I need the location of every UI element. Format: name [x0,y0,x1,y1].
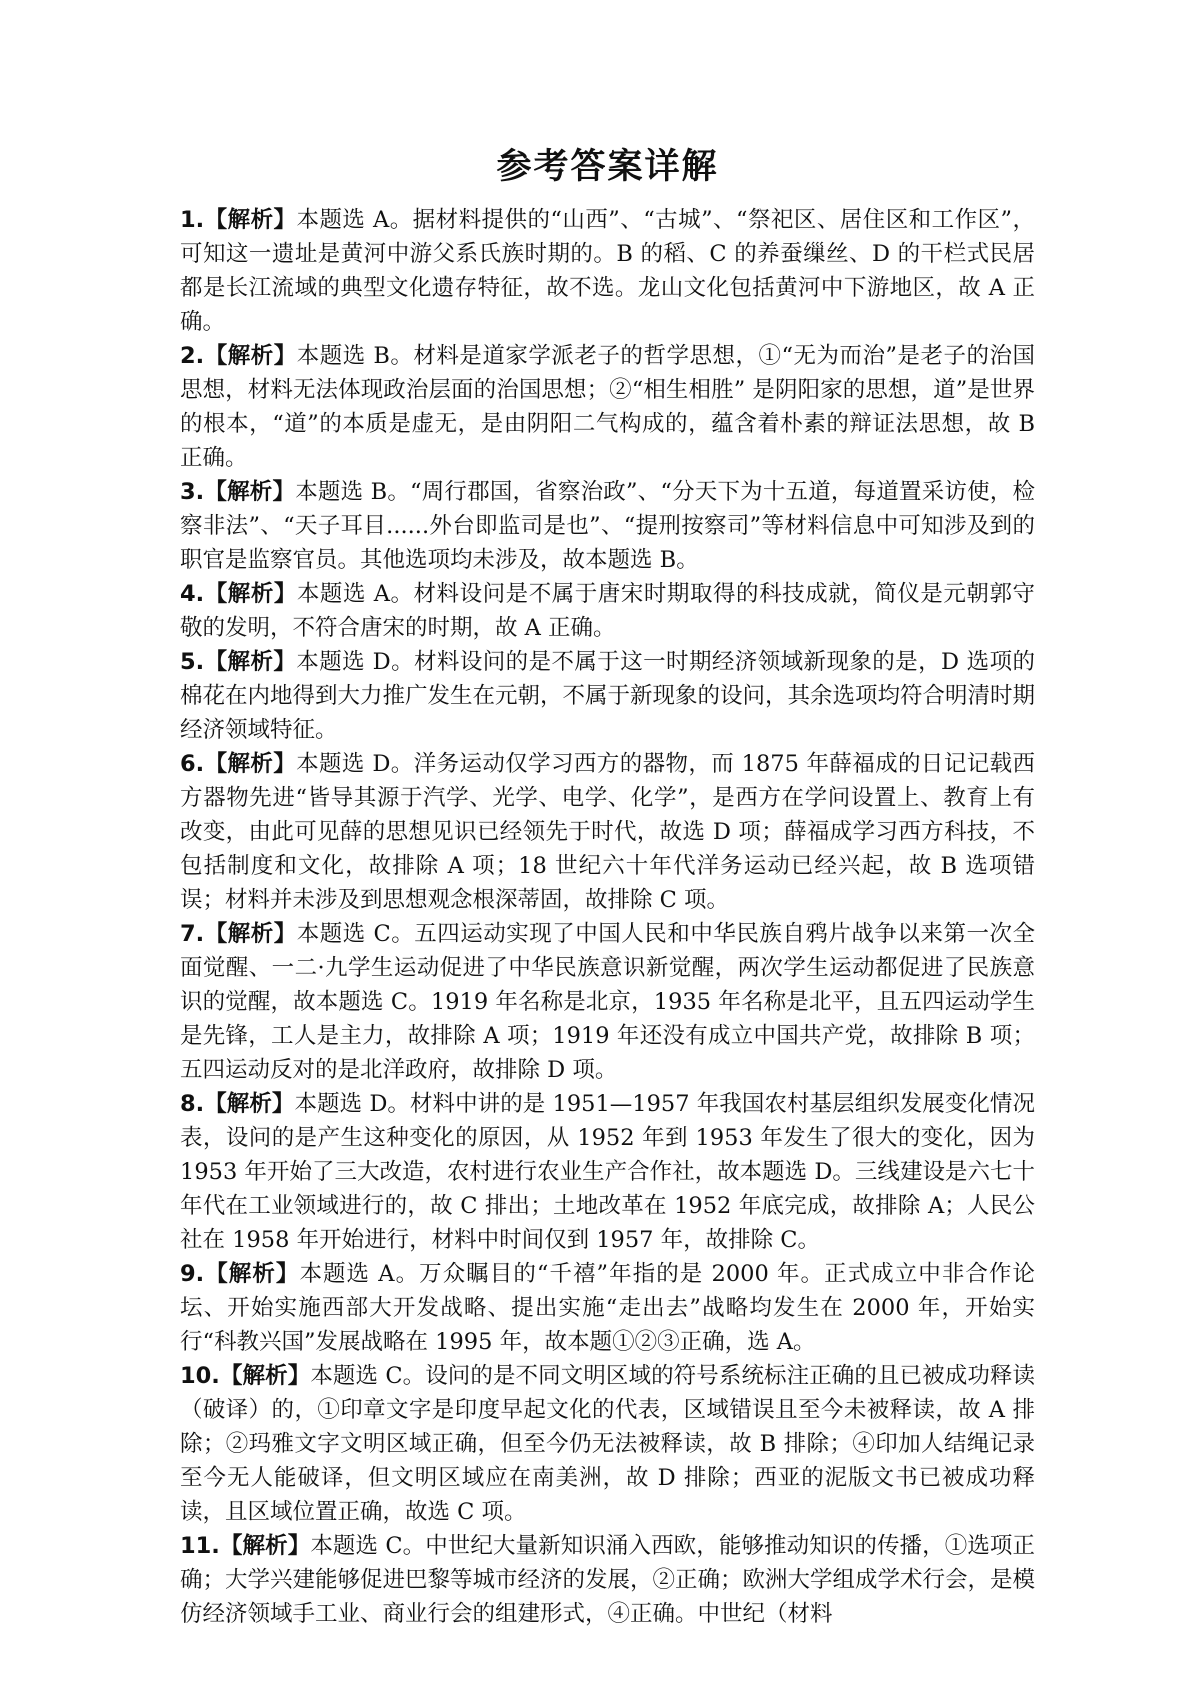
answer-number: 10. [180,1363,220,1389]
answer-text: 本题选 C。五四运动实现了中国人民和中华民族自鸦片战争以来第一次全面觉醒、一二·九学生运动促进了中华民族意识新觉醒，两次学生运动都促进了民族意识的觉醒，故本题选 C。1919 年名称是北京，1935 年名称是北平，且五四运动学生是先锋，工人是主力，故排除 A 项；1919 年还没有成立中国共产党，故排除 B 项；五四运动反对的是北洋政府，故排除 D 项。 [180,921,1035,1083]
analysis-tag: 【解析】 [204,921,297,947]
answer-number: 8. [180,1091,205,1117]
analysis-tag: 【解析】 [204,581,297,607]
answer-number: 6. [180,751,205,777]
answer-item-9 [180,1257,1035,1359]
answer-sheet [180,145,1035,1631]
analysis-tag: 【解析】 [204,751,297,777]
answer-text: 本题选 D。材料设问的是不属于这一时期经济领域新现象的是，D 选项的棉花在内地得到大力推广发生在元朝，不属于新现象的设问，其余选项均符合明清时期经济领域特征。 [180,649,1036,743]
answer-text: 本题选 A。据材料提供的“山西”、“古城”、“祭祀区、居住区和工作区”，可知这一遗址是黄河中游父系氏族时期的。B 的稻、C 的养蚕缫丝、D 的干栏式民居都是长江流域的典型文化遗存特征，故不选。龙山文化包括黄河中下游地区，故 A 正确。 [180,207,1035,335]
analysis-tag: 【解析】 [204,1261,300,1287]
answer-text: 本题选 B。材料是道家学派老子的哲学思想，①“无为而治”是老子的治国思想，材料无法体现政治层面的治国思想；②“相生相胜” 是阴阳家的思想，道”是世界的根本，“道”的本质是虚无，是由阴阳二气构成的，蕴含着朴素的辩证法思想，故 B 正确。 [180,343,1035,471]
analysis-tag: 【解析】 [204,343,297,369]
answer-text: 本题选 C。设问的是不同文明区域的符号系统标注正确的且已被成功释读（破译）的，①印章文字是印度早起文化的代表，区域错误且至今未被释读，故 A 排除；②玛雅文字文明区域正确，但至今仍无法被释读，故 B 排除；④印加人结绳记录至今无人能破译，但文明区域应在南美洲，故 D 排除；西亚的泥版文书已被成功释读，且区域位置正确，故选 C 项。 [180,1363,1035,1525]
answer-item-7 [180,917,1035,1087]
analysis-tag: 【解析】 [204,207,297,233]
answer-text: 本题选 A。材料设问是不属于唐宋时期取得的科技成就，简仪是元朝郭守敬的发明，不符合唐宋的时期，故 A 正确。 [180,581,1035,641]
answer-item-3 [180,475,1035,577]
answer-item-2 [180,339,1035,475]
answer-item-1 [180,203,1035,339]
answer-number: 11. [180,1533,220,1559]
answer-number: 7. [180,921,205,947]
analysis-tag: 【解析】 [204,479,296,505]
answer-number: 2. [180,343,205,369]
answer-text: 本题选 B。“周行郡国，省察治政”、“分天下为十五道，每道置采访使，检察非法”、“天子耳目......外台即监司是也”、“提刑按察司”等材料信息中可知涉及到的职官是监察官员。其他选项均未涉及，故本题选 B。 [180,479,1035,573]
analysis-tag: 【解析】 [219,1363,311,1389]
analysis-tag: 【解析】 [204,1091,295,1117]
answer-item-11 [180,1529,1035,1631]
answer-number: 1. [180,207,205,233]
answer-item-5 [180,645,1035,747]
answer-number: 9. [180,1261,205,1287]
answer-text: 本题选 D。材料中讲的是 1951—1957 年我国农村基层组织发展变化情况表，设问的是产生这种变化的原因，从 1952 年到 1953 年发生了很大的变化，因为 1953 年开始了三大改造，农村进行农业生产合作社，故本题选 D。三线建设是六七十年代在工业领域进行的，故 C 排出；土地改革在 1952 年底完成，故排除 A；人民公社在 1958 年开始进行，材料中时间仅到 1957 年，故排除 C。 [180,1091,1035,1253]
answer-number: 4. [180,581,205,607]
answer-text: 本题选 D。洋务运动仅学习西方的器物，而 1875 年薛福成的日记记载西方器物先进“皆导其源于汽学、光学、电学、化学”，是西方在学问设置上、教育上有改变，由此可见薛的思想见识已经领先于时代，故选 D 项；薛福成学习西方科技，不包括制度和文化，故排除 A 项；18 世纪六十年代洋务运动已经兴起，故 B 选项错误；材料并未涉及到思想观念根深蒂固，故排除 C 项。 [180,751,1035,913]
answer-item-6 [180,747,1035,917]
answer-text: 本题选 A。万众瞩目的“千禧”年指的是 2000 年。正式成立中非合作论坛、开始实施西部大开发战略、提出实施“走出去”战略均发生在 2000 年，开始实行“科教兴国”发展战略在 1995 年，故本题①②③正确，选 A。 [180,1261,1035,1355]
analysis-tag: 【解析】 [204,649,297,675]
answer-number: 3. [180,479,205,505]
answer-item-4 [180,577,1035,645]
answer-text: 本题选 C。中世纪大量新知识涌入西欧，能够推动知识的传播，①选项正确；大学兴建能够促进巴黎等城市经济的发展，②正确；欧洲大学组成学术行会，是模仿经济领域手工业、商业行会的组建形式，④正确。中世纪（材料 [180,1533,1036,1627]
analysis-tag: 【解析】 [219,1533,311,1559]
answer-item-8 [180,1087,1035,1257]
answer-item-10 [180,1359,1035,1529]
page-title: 参考答案详解 [496,147,719,187]
answer-number: 5. [180,649,205,675]
